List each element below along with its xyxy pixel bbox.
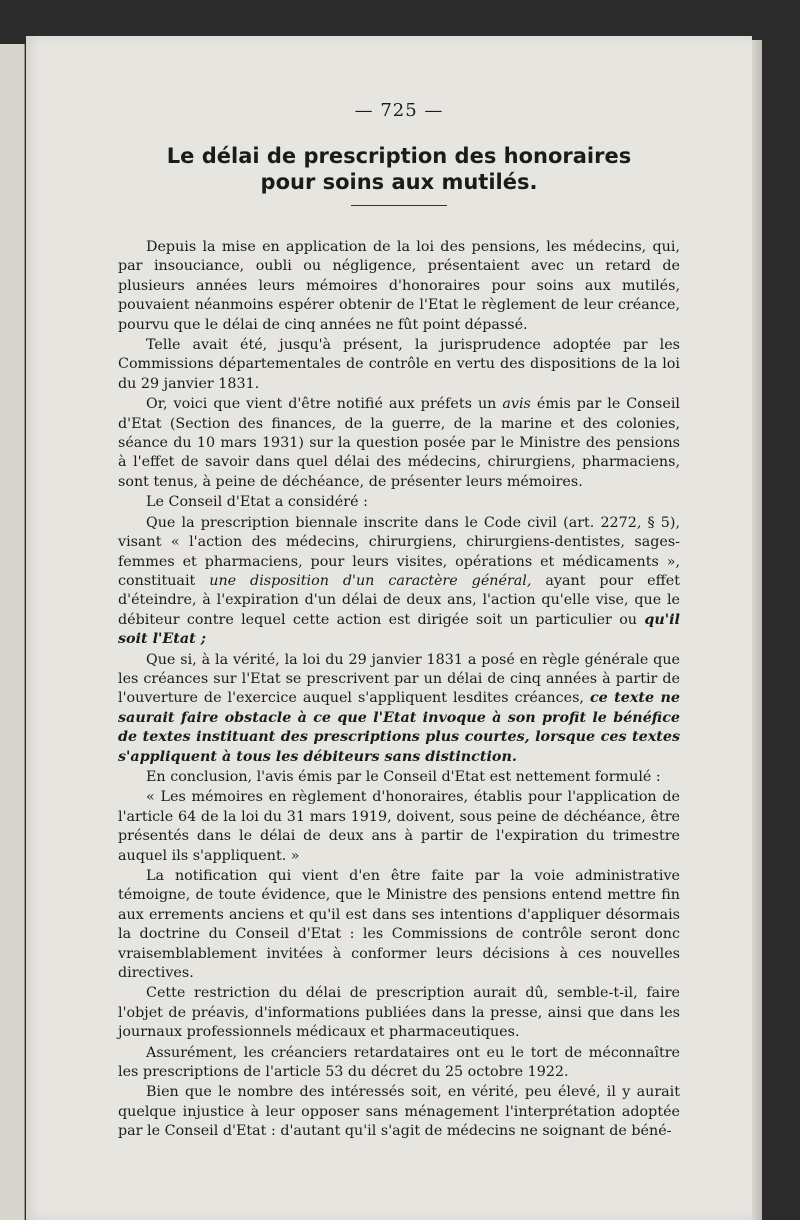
paragraph-5-emphasis-2: qu'il soit l'Etat ; <box>118 611 680 648</box>
page-number: — 725 — <box>354 100 444 121</box>
paragraph-6-text-a: Que si, à la vérité, la loi du 29 janvier 1831 a posé en règle générale que les créances sur l'Etat se prescrivent par un délai de cinq années à partir de l'ouverture de l'exercice auquel s'appliquent lesdites créances, <box>118 651 680 707</box>
paragraph-11: Assurément, les créanciers retardataires ont eu le tort de méconnaître les prescriptions de l'article 53 du décret du 25 octobre 1922. <box>118 1044 680 1081</box>
paragraph-5-emphasis-1: une disposition d'un caractère général, <box>209 572 532 589</box>
paragraph-6 <box>118 651 680 767</box>
paragraph-5-text-c: ayant pour effet d'éteindre, à l'expiration d'un délai de deux ans, l'action qu'elle vise, que le débiteur contre lequel cette action est dirigée soit un particulier ou <box>118 572 680 628</box>
paragraph-5 <box>118 514 680 650</box>
paragraph-10: Cette restriction du délai de prescription aurait dû, semble-t-il, faire l'objet de préavis, d'informations publiées dans la presse, ainsi que dans les journaux professionnels médicaux et pharmaceutiques. <box>118 985 680 1041</box>
title-line-2: pour soins aux mutilés. <box>260 170 538 194</box>
paragraph-12: Bien que le nombre des intéressés soit, en vérité, peu élevé, il y aurait quelque injustice à leur opposer sans ménagement l'interprétation adoptée par le Conseil d'Etat : d'autant qu'il s'agit de médecins ne soignant de béné- <box>118 1084 680 1140</box>
page-stack-edge <box>752 40 762 1220</box>
paragraph-3-text-c: émis par le Conseil d'Etat (Section des finances, de la guerre, de la marine et des colonies, séance du 10 mars 1931) sur la question posée par le Ministre des pensions à l'effet de savoir dans quel délai des médecins, chirurgiens, pharmaciens, sont tenus, à peine de déchéance, de présenter leurs mémoires. <box>118 396 680 490</box>
article-body <box>118 238 680 1142</box>
title-divider <box>351 205 447 206</box>
paragraph-4: Le Conseil d'Etat a considéré : <box>146 494 368 511</box>
paragraph-3-emphasis: avis <box>502 396 531 413</box>
page-content <box>118 100 680 1142</box>
paragraph-9: La notification qui vient d'en être faite par la voie administrative témoigne, de toute évidence, que le Ministre des pensions entend mettre fin aux errements anciens et qu'il est dans ses intentions d'appliquer désormais la doctrine du Conseil d'Etat : les Commissions de contrôle seront donc vraisemblablement invitées à conformer leurs décisions à ces nouvelles directives. <box>118 868 680 982</box>
paragraph-3 <box>118 395 680 492</box>
document-page <box>26 36 752 1220</box>
paragraph-7: En conclusion, l'avis émis par le Conseil d'Etat est nettement formulé : <box>146 768 661 785</box>
paragraph-5-text-a: Que la prescription biennale inscrite dans le Code civil (art. 2272, § 5), visant « l'action des médecins, chirurgiens, chirurgiens-dentistes, sages-femmes et pharmaciens, pour leurs visites, opérations et médicaments », constituait <box>118 514 680 589</box>
article-title <box>118 143 680 195</box>
paragraph-2: Telle avait été, jusqu'à présent, la jurisprudence adoptée par les Commissions départementales de contrôle en vertu des dispositions de la loi du 29 janvier 1831. <box>118 337 680 392</box>
facing-page-edge <box>0 44 25 1220</box>
paragraph-8-quote: « Les mémoires en règlement d'honoraires, établis pour l'application de l'article 64 de la loi du 31 mars 1919, doivent, sous peine de déchéance, être présentés dans le délai de deux ans à partir de l'expiration du trimestre auquel ils s'appliquent. » <box>118 789 680 864</box>
paragraph-1: Depuis la mise en application de la loi des pensions, les médecins, qui, par insouciance, oubli ou négligence, présentaient avec un retard de plusieurs années leurs mémoires d'honoraires pour soins aux mutilés, pouvaient néanmoins espérer obtenir de l'Etat le règlement de leur créance, pourvu que le délai de cinq années ne fût point dépassé. <box>118 239 680 333</box>
title-line-1: Le délai de prescription des honoraires <box>166 144 632 168</box>
paragraph-3-text-a: Or, voici que vient d'être notifié aux préfets un <box>146 396 503 413</box>
paragraph-6-emphasis: ce texte ne saurait faire obstacle à ce que l'Etat invoque à son profit le bénéfice de textes instituant des prescriptions plus courtes, lorsque ces textes s'appliquent à tous les débiteurs sans distinction. <box>118 690 680 765</box>
